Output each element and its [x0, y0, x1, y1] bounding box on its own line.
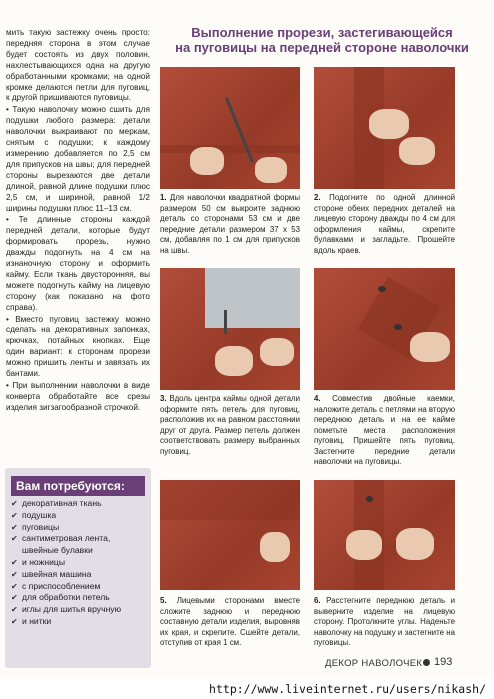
section-title: ДЕКОР НАВОЛОЧЕК	[325, 658, 423, 669]
materials-box	[5, 468, 151, 668]
heading-line: Выполнение прорези, застегивающейся	[191, 25, 453, 40]
hand-image	[255, 157, 287, 183]
hand-image	[399, 137, 435, 165]
materials-item: ✔ пуговицы	[11, 522, 147, 534]
materials-item: ✔ и ножницы	[11, 557, 147, 569]
heading-line: на пуговицы на передней стороне наволочки	[175, 40, 469, 55]
page-heading	[162, 25, 482, 55]
page-number: 193	[434, 656, 453, 668]
hand-image	[260, 532, 290, 562]
button-icon	[394, 324, 402, 330]
materials-item: ✔ подушка	[11, 510, 147, 522]
step-6-photo	[314, 480, 455, 590]
intro-paragraph: мить такую застежку очень просто: передняя сторона в этом случае будет состоять из двух половин, нахлестывающихся одна на другую обработанными кромками; на одной кромке делаются петли для пуговиц, к другой пришиваются пуговицы.	[6, 28, 150, 103]
materials-list	[11, 498, 147, 628]
button-icon	[378, 286, 386, 292]
bullet-paragraph: • Вместо пуговиц застежку можно сделать на декоративных запонках, крючках, потайных кнопках. Еще один вариант: к сторонам прорези можно пришить ленты и завязать их бантами.	[6, 315, 150, 380]
left-column	[6, 28, 150, 415]
step-6-caption: 6. Расстегните переднюю деталь и выверните изделие на лицевую сторону. Протолкните углы. Наденьте наволочку на подушку и застегните на пуговицы.	[314, 596, 456, 647]
materials-item: ✔ иглы для шитья вручную	[11, 604, 147, 616]
materials-item: ✔ для обработки петель	[11, 592, 147, 604]
step-5-photo	[160, 480, 300, 590]
bullet-paragraph: • Такую наволочку можно сшить для подушки любого размера: детали наволочки выкраивают по меркам, снятым с подушки; к каждому измерению добавляется по 2,5 см для припусков на швы; для передней стороны вырезаются две детали длиной, равной длине подушки плюс 2,5 см, и шириной, равной 1/2 ширины подушки плюс 11–13 см.	[6, 105, 150, 214]
hand-image	[369, 109, 409, 139]
step-1-caption: 1. Для наволочки квадратной формы размером 50 см выкроите заднюю деталь со сторонами 53 см и две передние детали размером 37 х 53 см, добавляя по 1 см для припусков на швы.	[160, 193, 300, 255]
materials-item: ✔ сантиметровая лента, швейные булавки	[11, 533, 147, 557]
source-url[interactable]: http://www.liveinternet.ru/users/nikash/	[209, 682, 486, 696]
materials-title: Вам потребуются:	[11, 476, 145, 496]
step-3-photo	[160, 268, 300, 390]
hand-image	[260, 338, 294, 366]
sewing-machine-image	[205, 268, 300, 328]
step-1-photo	[160, 67, 300, 189]
materials-item: ✔ и нитки	[11, 616, 147, 628]
step-4-photo	[314, 268, 455, 390]
bullet-paragraph: • Те длинные стороны каждой передней детали, которые будут формировать прорезь, нужно дважды подогнуть на 4 см на изнаночную сторону и оформить кайму. Если ткань двусторонняя, вы можете подогнуть кайму на лицевую сторону (как показано на фото справа).	[6, 215, 150, 313]
materials-item: ✔ декоративная ткань	[11, 498, 147, 510]
hand-image	[190, 147, 224, 175]
step-2-caption: 2. Подогните по одной длинной стороне обеих передних деталей на лицевую сторону дважды по 4 см для оформления каймы, скрепите булавками и загладьте. Прошейте вдоль краев.	[314, 193, 455, 255]
bullet-dot-icon	[423, 659, 430, 666]
step-3-caption: 3. Вдоль центра каймы одной детали оформите пять петель для пуговиц, расположив их на равном расстоянии друг от друга. Размер петель должен соответствовать размеру выбранных пуговиц.	[160, 394, 300, 456]
materials-item: ✔ с приспособлением	[11, 581, 147, 593]
step-2-photo	[314, 67, 455, 189]
hand-image	[346, 530, 382, 560]
step-5-caption: 5. Лицевыми сторонами вместе сложите заднюю и переднюю составную детали изделия, выровняв их края, и скрепите. Сшейте детали, отступив от края 1 см.	[160, 596, 300, 647]
button-icon	[366, 496, 373, 502]
bullet-paragraph: • При выполнении наволочки в виде конверта обработайте все срезы изделия зигзагообразной строчкой.	[6, 381, 150, 414]
hand-image	[410, 332, 450, 362]
hand-image	[215, 346, 253, 376]
hand-image	[396, 528, 434, 560]
materials-item: ✔ швейная машина	[11, 569, 147, 581]
step-4-caption: 4. Совместив двойные каемки, наложите деталь с петлями на вторую переднюю деталь и на ее кайме пометьте места расположения пуговиц. Пришейте пять пуговиц. Застегните передние детали наволочки на пуговицы.	[314, 394, 455, 466]
